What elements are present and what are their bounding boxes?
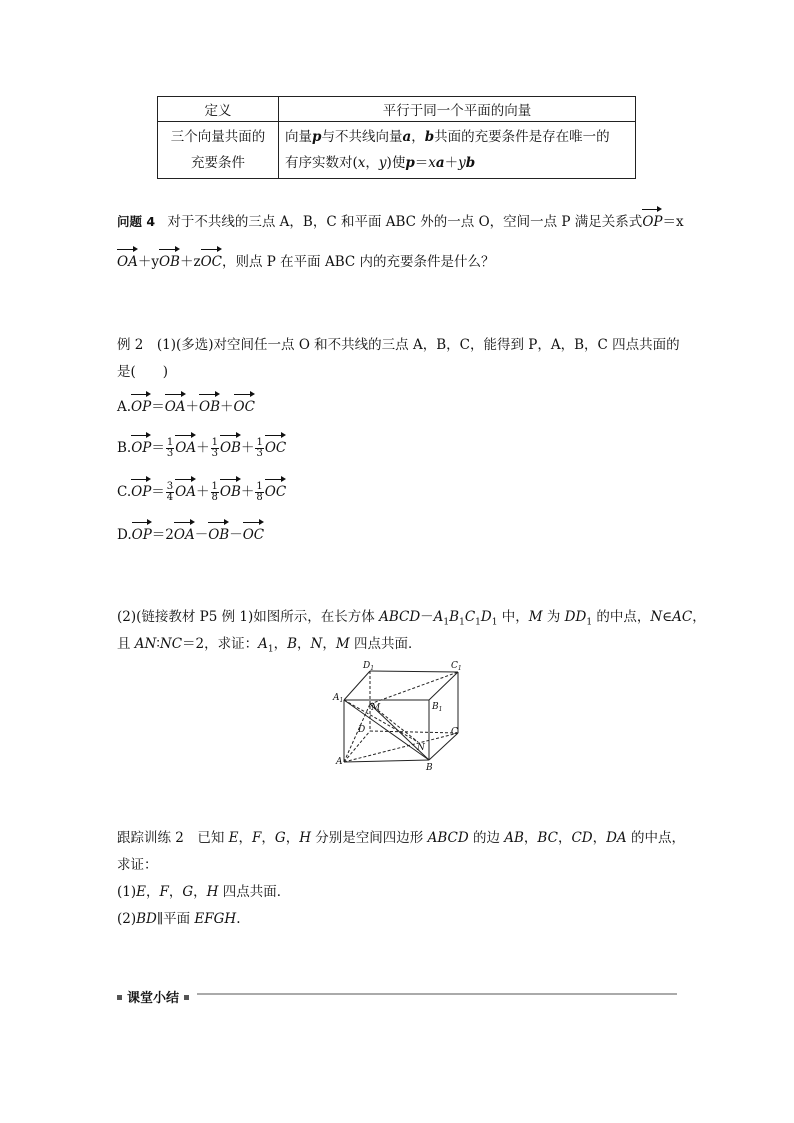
text: － [194,527,209,543]
denominator: 8 [256,492,263,503]
training2-line1 [117,828,685,848]
text: ＝ [151,527,166,543]
text: ， [592,830,607,846]
text: A [258,636,268,652]
text: EFGH [194,911,237,927]
vector-oc: OC [264,440,287,456]
denominator: 3 [211,448,218,459]
text: ABCD [427,830,469,846]
training2-line2: 求证： [117,857,158,873]
text: ABCD [379,609,421,625]
label-d1: $D_1$ [363,661,375,672]
text: ， [238,830,253,846]
text: ∈ [662,609,673,625]
text: 共面的充要条件是存在唯一的 [434,129,610,145]
summary-title-text: 课堂小结 [127,991,180,1006]
text: )使 [386,155,406,171]
option-label: C. [117,484,132,500]
text: 四点共面． [218,884,291,900]
edge-b1c1 [429,672,458,700]
subscript: 1 [491,617,498,628]
text: M [528,609,543,625]
text: b [424,129,435,145]
text: AC [672,609,693,625]
text: ， [557,830,572,846]
label-n: N [417,743,425,753]
training2-item1 [117,882,290,902]
vector-op: OP [131,399,152,415]
text: － [229,527,243,543]
vector-op: OP [642,214,663,230]
option-label: D. [117,527,132,543]
training2-item2 [117,909,240,929]
text: 2 [165,527,174,543]
text: D [480,609,492,625]
label-b: B [426,763,433,773]
text: 为 [542,609,565,625]
text: H [299,830,311,846]
numerator: 1 [256,481,263,492]
text: ＝2，求证： [182,636,259,652]
text: ， [145,884,160,900]
vector-oa: OA [173,527,195,543]
text: (2)(链接教材 P5 例 1)如图所示，在长方体 [117,609,380,625]
vector-oc: OC [264,484,287,500]
subscript: 1 [586,617,593,628]
label-c1: $C_1$ [451,661,462,672]
text: ＝ [151,399,165,415]
fraction [166,482,174,503]
vector-ob: OB [158,254,180,270]
option-label: B. [117,440,132,456]
fraction [255,438,263,459]
label-c: C [451,727,458,737]
subscript: 1 [459,617,465,628]
text: (1) [117,884,137,900]
line-a1n [344,700,418,742]
vector-op: OP [131,440,152,456]
table-header-right: 平行于同一个平面的向量 [279,97,636,122]
table-row-right [279,122,636,179]
edge-ad [344,731,370,762]
text: CD [571,830,593,846]
option-d [117,525,264,545]
label-d: D [358,725,366,735]
text: ， [168,884,183,900]
text: G [182,884,194,900]
fraction [211,482,219,503]
label-b1: $B_1$ [432,702,443,713]
text: ＋ [196,484,210,500]
label-m: M [371,703,381,713]
edge-ab [344,760,429,762]
vector-ob: OB [199,399,221,415]
numerator: 1 [211,437,218,448]
table-row-left [158,122,279,179]
edge-d1c1 [370,671,458,672]
text: p [405,155,415,171]
text: ， [365,155,379,171]
text: 四点共面． [349,636,422,652]
label-a: A [336,757,343,767]
vector-oc: OC [233,399,255,415]
fraction [255,482,263,503]
numerator: 1 [211,481,218,492]
vector-op: OP [131,527,152,543]
denominator: 3 [256,448,263,459]
vector-op: OP [131,484,152,500]
text: ， [285,830,300,846]
vector-oa: OA [117,254,138,270]
option-label: A. [117,399,132,415]
text: ＝x [662,214,684,230]
numerator: 3 [166,481,174,492]
numerator: 1 [256,437,263,448]
text: 的中点， [626,830,685,846]
text: y [378,155,387,171]
text: AB [504,830,524,846]
option-c [117,482,286,503]
label-a1: $A_1$ [333,693,344,704]
text: ＝ [151,484,165,500]
text: ＋ [444,155,459,171]
text: NC [159,636,183,652]
text: A [433,609,444,625]
text: x [428,155,436,171]
table-row-left-line1: 三个向量共面的 [170,129,266,145]
text: ＝ [151,440,165,456]
example2-part2-line2 [117,634,421,660]
subscript: 1 [475,617,481,628]
square-bullet-icon [184,995,189,1000]
text: . [236,911,241,927]
text: ， [273,636,288,652]
vector-oa: OA [175,440,197,456]
line-ac [344,733,458,762]
vector-oc: OC [200,254,222,270]
text: － [420,609,434,625]
text: ，则点 P 在平面 ABC 内的充要条件是什么？ [222,254,495,270]
text: 且 [117,636,135,652]
text: 跟踪训练 2 已知 [117,830,229,846]
text: DA [606,830,627,846]
denominator: 8 [211,492,218,503]
vector-oa: OA [175,484,196,500]
fraction [166,438,174,459]
text: 的中点， [592,609,651,625]
cuboid-figure [330,658,470,773]
text: C [464,609,476,625]
text: F [252,830,262,846]
line-mc1 [370,672,458,704]
text: B [287,636,298,652]
text: ＋y [137,254,159,270]
text: 分别是空间四边形 [310,830,428,846]
subscript: 1 [267,644,274,655]
option-b [117,438,286,459]
text: N [650,609,663,625]
text: E [228,830,239,846]
question4-label: 问题 4 [117,214,156,229]
text: ， [322,636,336,652]
text: ＋ [240,484,255,500]
text: (2) [117,911,137,927]
text: DD [564,609,587,625]
text: AN [134,636,157,652]
text: ， [692,609,706,625]
section-summary-title [117,987,189,1006]
fraction [211,438,219,459]
text: ＋ [240,440,255,456]
edge-a1d1 [344,671,370,700]
edge-dc [370,731,458,733]
text: p [312,129,322,145]
text: B [449,609,460,625]
text: ， [261,830,275,846]
text: ＋ [196,440,210,456]
text: ＋ [220,399,234,415]
denominator: 3 [166,448,174,459]
text: ＝ [414,155,429,171]
section-divider [197,993,677,995]
text: ， [193,884,207,900]
text: M [335,636,350,652]
text: BD [136,911,157,927]
question4-line1 [117,212,684,232]
example2-line1: 例 2 (1)(多选)对空间任一点 O 和不共线的三点 A，B，C，能得到 P，A，B，C 四点共面的 [117,337,680,353]
text: N [310,636,323,652]
example2-part2-line1 [117,607,706,633]
text: H [206,884,219,900]
vector-ob: OB [219,484,241,500]
vector-ob: OB [219,440,241,456]
text: 向量 [285,129,312,145]
option-a [117,397,255,417]
table-row-right-line1 [285,124,629,150]
text: ＋z [179,254,201,270]
vector-oa: OA [164,399,186,415]
text: ， [411,129,425,145]
table-row-left-line2: 充要条件 [191,155,245,171]
text: a [435,155,445,171]
text: x [357,155,366,171]
text: G [274,830,286,846]
table-header-left: 定义 [158,97,279,122]
text: ， [523,830,538,846]
text: ， [297,636,311,652]
text: ∥平面 [156,911,195,927]
text: 的边 [468,830,505,846]
text: 中， [497,609,529,625]
text: ∶ [156,636,160,652]
question4-text: 对于不共线的三点 A，B，C 和平面 ABC 外的一点 O，空间一点 P 满足关系式 [167,214,643,230]
text: b [465,155,476,171]
example2-line2: 是( ) [117,364,169,380]
vector-oc: OC [242,527,265,543]
vector-ob: OB [208,527,230,543]
text: a [402,129,412,145]
text: y [458,155,466,171]
subscript: 1 [443,617,450,628]
table-row-right-line2 [285,150,629,176]
text: BC [537,830,558,846]
question4-line2 [117,252,495,272]
denominator: 4 [166,492,174,503]
definition-table [157,96,636,179]
text: F [159,884,169,900]
numerator: 1 [166,437,174,448]
square-bullet-icon [117,995,122,1000]
text: 有序实数对( [285,155,358,171]
text: E [136,884,146,900]
text: 与不共线向量 [321,129,403,145]
text: ＋ [185,399,200,415]
